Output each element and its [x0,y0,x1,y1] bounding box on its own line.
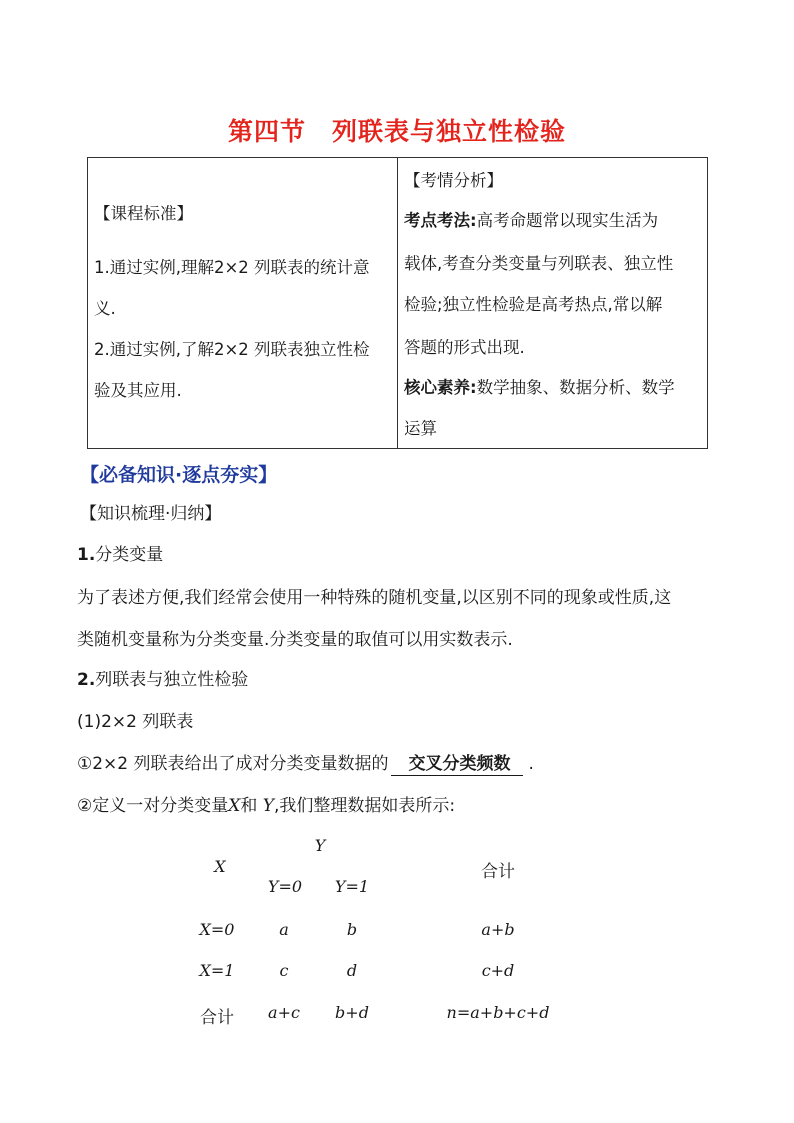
kaodian-line-4: 答题的形式出现. [404,338,525,357]
ct-row-2-label: X=1 [199,961,235,980]
kaodian-line-3: 检验;独立性检验是高考热点,常以解 [404,295,663,314]
ct-header-y0: Y=0 [267,877,303,896]
item-b-var-y: Y [262,796,274,816]
kaodian-line-1 [404,210,658,232]
standard-item-2-line-1: 2.通过实例,了解2×2 列联表独立性检 [94,340,370,359]
ct-row-3-c2: b+d [335,1003,369,1022]
suyang-line-1 [404,377,675,399]
kaodian-label: 考点考法: [404,211,477,230]
ct-row-1-c2: b [346,920,358,939]
item-b-prefix: ②定义一对分类变量 [77,796,229,816]
kaodian-text-1: 高考命题常以现实生活为 [476,211,659,230]
kaodian-line-2: 载体,考查分类变量与列联表、独立性 [404,254,674,273]
ct-header-total: 合计 [481,862,515,882]
s2-heading [77,668,248,692]
ct-header-x: X [214,857,226,876]
s1-heading [77,543,163,567]
s2-subheading-1: (1)2×2 列联表 [77,712,194,732]
item-b-var-x: X [228,796,241,816]
ct-row-3-total: n=a+b+c+d [446,1003,550,1022]
s2-number: 2. [77,670,96,690]
item-a-answer-blank: 交叉分类频数 [391,753,523,776]
sub-heading: 【知识梳理·归纳】 [80,504,222,524]
s1-paragraph-line-2: 类随机变量称为分类变量.分类变量的取值可以用实数表示. [77,630,513,650]
ct-header-y1: Y=1 [334,877,370,896]
suyang-label: 核心素养: [404,378,477,397]
ct-row-2-c1: c [279,961,289,980]
suyang-text-1: 数学抽象、数据分析、数学 [476,378,675,397]
s1-title: 分类变量 [95,545,164,565]
ct-row-1-label: X=0 [199,920,235,939]
title-topic: 列联表与独立性检验 [332,117,567,146]
s2-title: 列联表与独立性检验 [95,670,249,690]
ct-row-2-total: c+d [481,961,515,980]
standard-item-1-line-1: 1.通过实例,理解2×2 列联表的统计意 [94,258,370,277]
ct-row-1-c1: a [279,920,289,939]
ct-row-3-c1: a+c [268,1003,300,1022]
course-standard-heading: 【课程标准】 [94,204,193,223]
page-title [0,112,794,148]
standards-box [87,157,708,449]
item-b [77,794,455,818]
ct-row-1-total: a+b [481,920,515,939]
suyang-line-2: 运算 [404,419,437,438]
item-a-suffix: . [528,754,534,774]
title-section-number: 第四节 [227,117,306,146]
ct-header-y: Y [314,836,326,855]
standard-item-1-line-2: 义. [94,299,116,318]
item-b-mid: 和 [240,796,258,816]
section-heading: 【必备知识·逐点夯实】 [80,464,278,486]
ct-row-2-c2: d [346,961,358,980]
s1-paragraph-line-1: 为了表述方便,我们经常会使用一种特殊的随机变量,以区别不同的现象或性质,这 [77,588,672,608]
s1-number: 1. [77,545,96,565]
item-b-suffix: ,我们整理数据如表所示: [274,796,456,816]
ct-row-3-label: 合计 [200,1008,234,1028]
exam-analysis-heading: 【考情分析】 [404,171,503,190]
standard-item-2-line-2: 验及其应用. [94,381,182,400]
box-divider [397,158,398,448]
item-a-prefix: ①2×2 列联表给出了成对分类变量数据的 [77,754,389,774]
item-a [77,752,534,776]
